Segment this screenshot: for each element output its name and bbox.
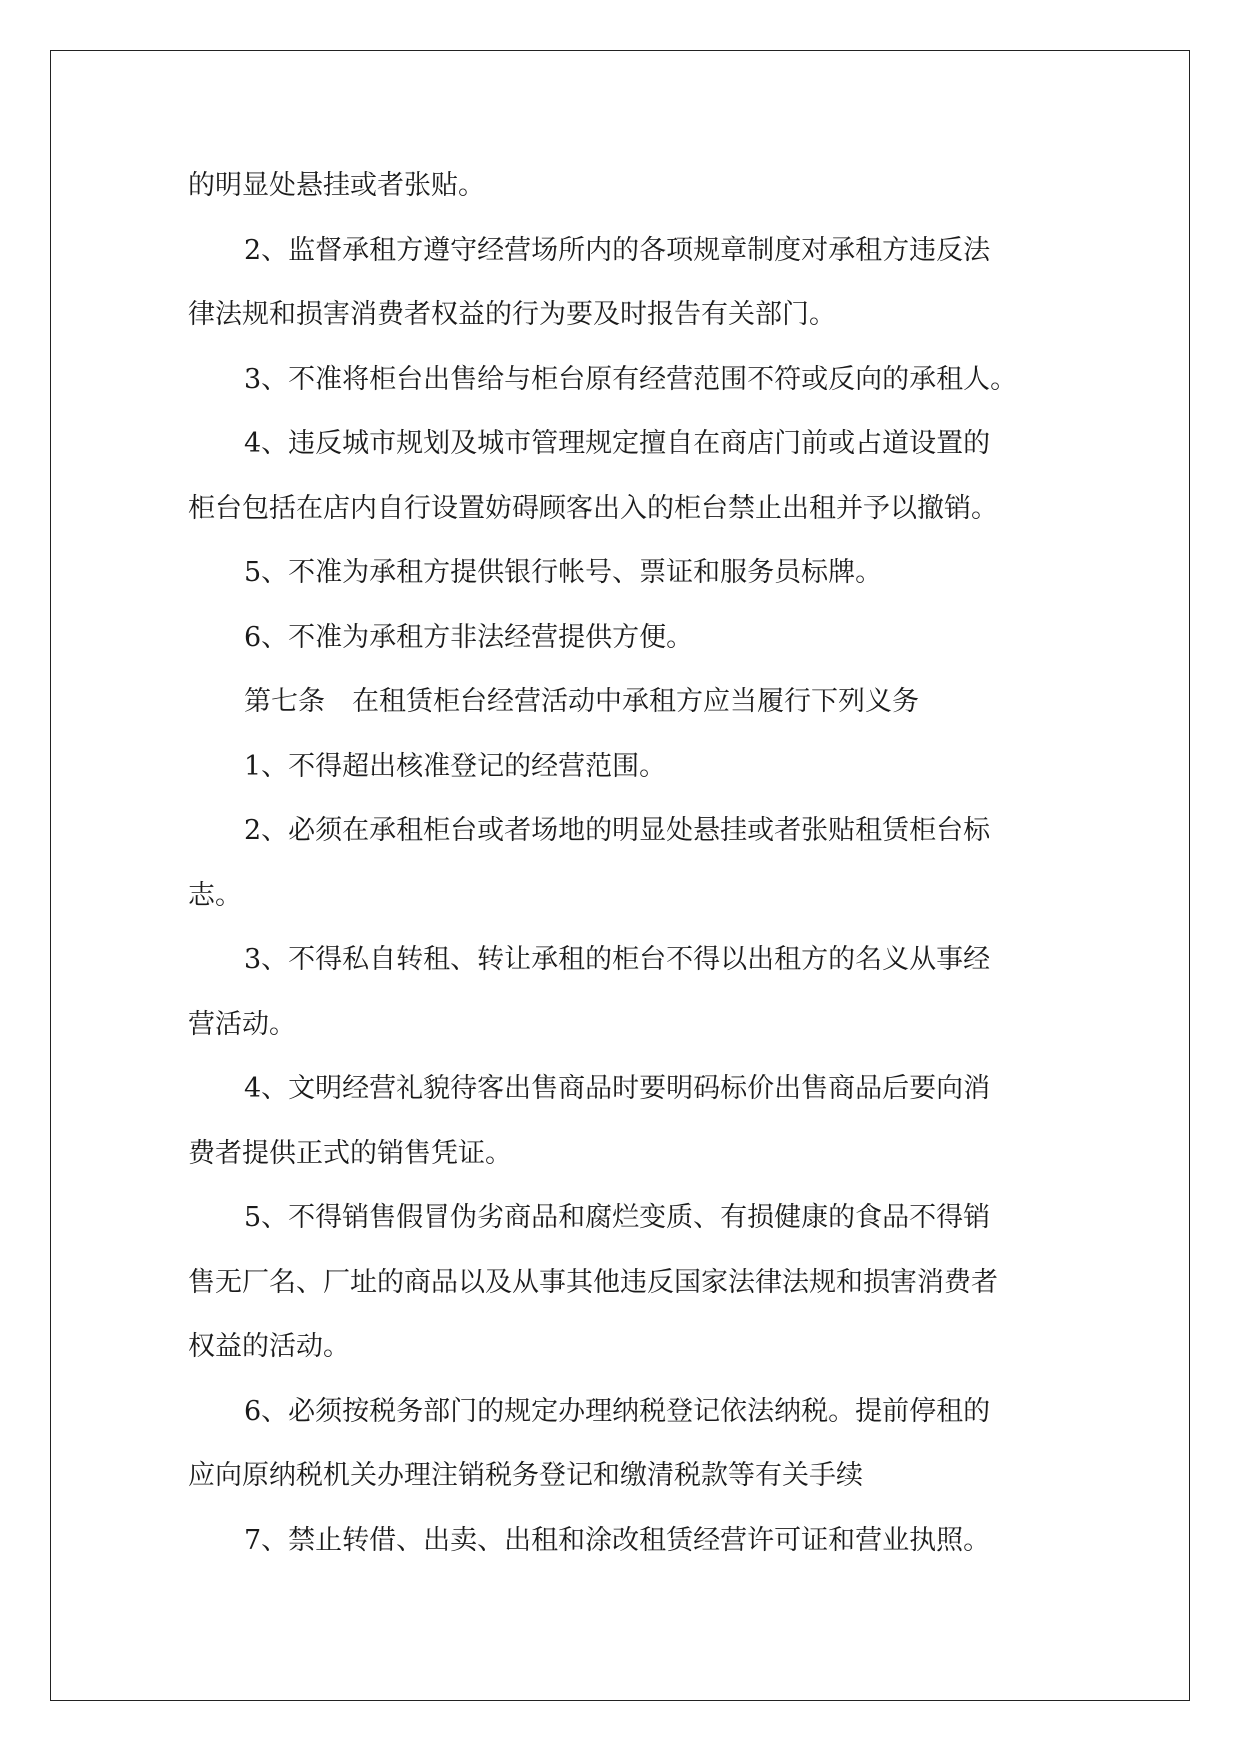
text-line: 售无厂名、厂址的商品以及从事其他违反国家法律法规和损害消费者	[188, 1266, 998, 1298]
text-line: 营活动。	[188, 1008, 296, 1040]
text-line: 的明显处悬挂或者张贴。	[188, 170, 485, 201]
text-line: 3、不得私自转租、转让承租的柜台不得以出租方的名义从事经	[244, 944, 991, 975]
text-line: 2、监督承租方遵守经营场所内的各项规章制度对承租方违反法	[244, 234, 991, 266]
text-line: 5、不准为承租方提供银行帐号、票证和服务员标牌。	[244, 557, 883, 588]
text-line: 6、必须按税务部门的规定办理纳税登记依法纳税。提前停租的	[244, 1395, 991, 1427]
text-line: 权益的活动。	[188, 1331, 350, 1362]
text-line: 2、必须在承租柜台或者场地的明显处悬挂或者张贴租赁柜台标	[244, 815, 991, 846]
text-line: 1、不得超出核准登记的经营范围。	[244, 750, 667, 782]
text-line: 律法规和损害消费者权益的行为要及时报告有关部门。	[188, 299, 836, 330]
article-heading: 第七条 在租赁柜台经营活动中承租方应当履行下列义务	[244, 686, 919, 717]
text-line: 应向原纳税机关办理注销税务登记和缴清税款等有关手续	[188, 1460, 863, 1491]
document-body	[188, 154, 1078, 1573]
text-line: 费者提供正式的销售凭证。	[188, 1137, 512, 1169]
text-line: 志。	[188, 879, 242, 911]
text-line: 5、不得销售假冒伪劣商品和腐烂变质、有损健康的食品不得销	[244, 1202, 991, 1233]
text-line: 4、文明经营礼貌待客出售商品时要明码标价出售商品后要向消	[244, 1073, 991, 1104]
text-line: 6、不准为承租方非法经营提供方便。	[244, 621, 694, 653]
text-line: 4、违反城市规划及城市管理规定擅自在商店门前或占道设置的	[244, 428, 991, 459]
text-line: 3、不准将柜台出售给与柜台原有经营范围不符或反向的承租人。	[244, 363, 1018, 395]
text-line: 柜台包括在店内自行设置妨碍顾客出入的柜台禁止出租并予以撤销。	[188, 492, 998, 524]
text-line: 7、禁止转借、出卖、出租和涂改租赁经营许可证和营业执照。	[244, 1524, 991, 1556]
